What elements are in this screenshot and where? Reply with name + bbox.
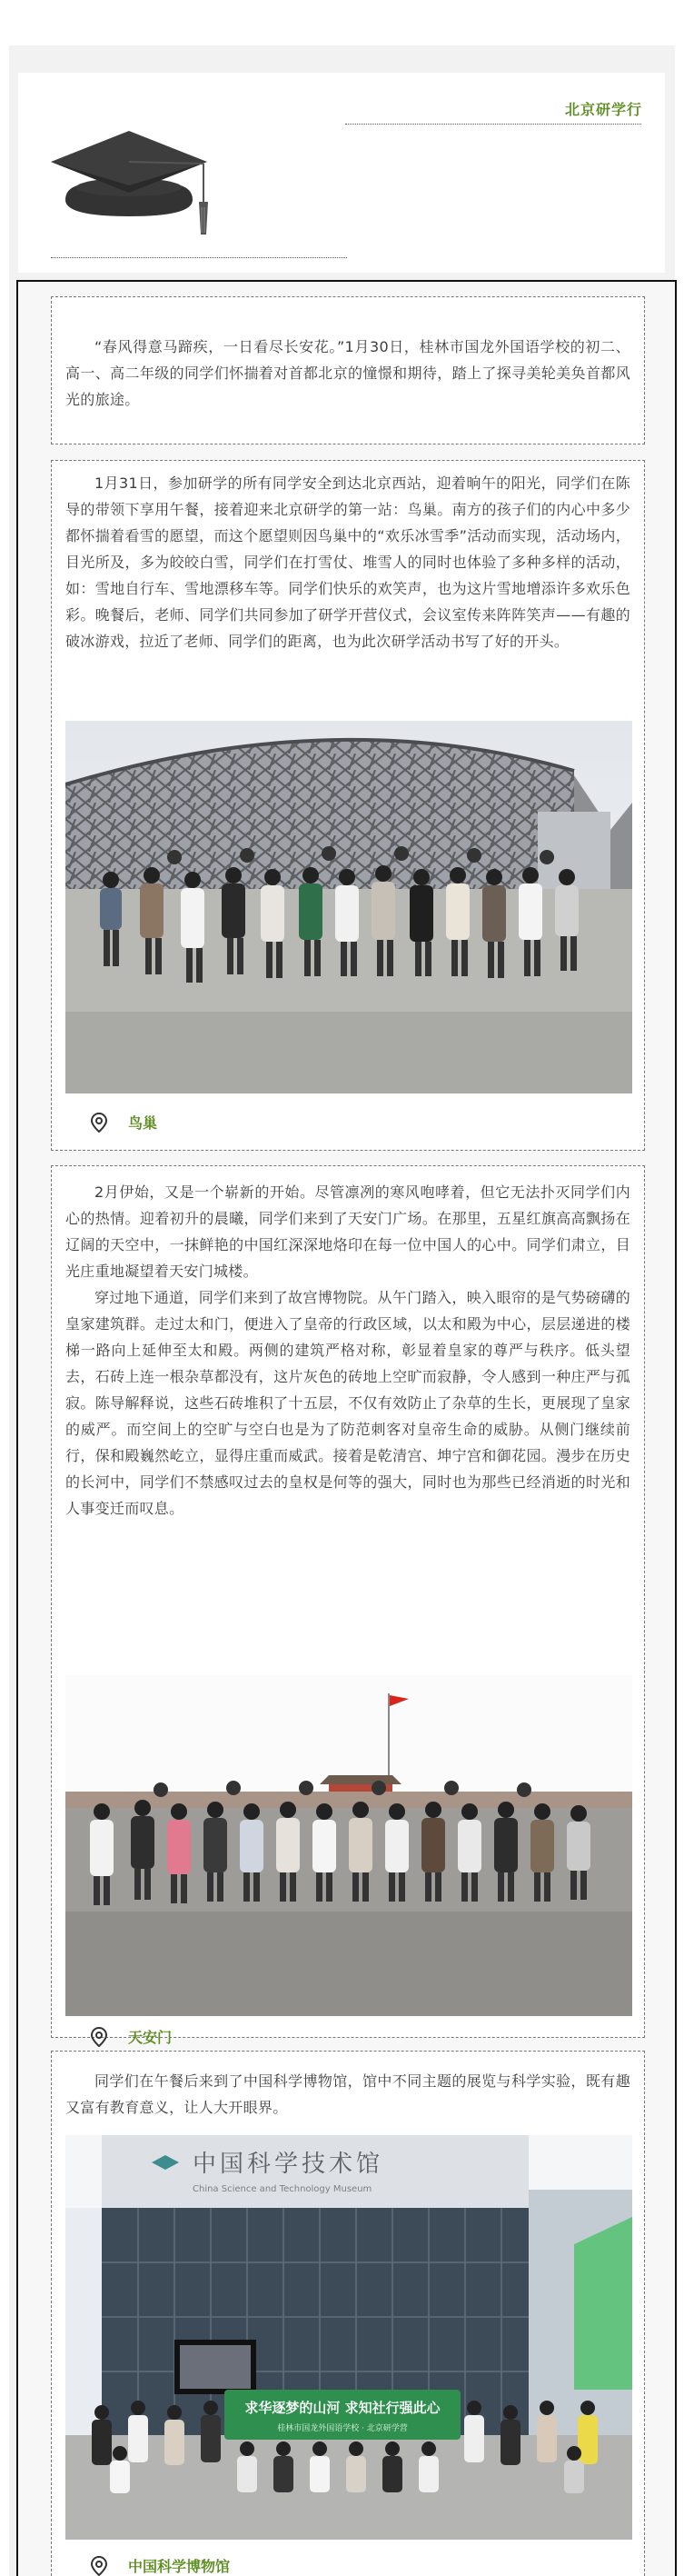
header-divider-bottom [51, 257, 347, 258]
header-tag: 北京研学行 [564, 101, 642, 118]
birds-nest-photo [65, 721, 632, 1093]
section-science-museum [51, 2051, 645, 2576]
science-museum-caption [90, 2555, 230, 2576]
museum-sign-en: China Science and Technology Museum [193, 2184, 372, 2194]
section-intro [51, 296, 645, 444]
tiananmen-caption [90, 2026, 172, 2047]
science-museum-caption-text: 中国科学博物馆 [128, 2558, 231, 2575]
museum-sign: 中国科学技术馆 [193, 2151, 384, 2178]
location-pin-icon [90, 2027, 108, 2047]
science-museum-photo [65, 2135, 632, 2540]
header-divider-top [345, 124, 641, 125]
graduation-cap-icon [47, 109, 220, 236]
birds-nest-caption-text: 鸟巢 [128, 1114, 158, 1132]
location-pin-icon [90, 1113, 108, 1133]
tiananmen-caption-text: 天安门 [128, 2029, 173, 2046]
birds-nest-paragraph: 1月31日，参加研学的所有同学安全到达北京西站，迎着晌午的阳光，同学们在陈导的带领下享用午餐，接着迎来北京研学的第一站：鸟巢。南方的孩子们的内心中多少都怀揣着看雪的愿望，而这个愿望则因鸟巢中的“欢乐冰雪季”活动而实现，活动场内，目光所及，多为皎皎白雪，同学们在打雪仗、堆雪人的同时也体验了多种多样的活动，如：雪地自行车、雪地漂移车等。同学们快乐的欢笑声，也为这片雪地增添许多欢乐色彩。晚餐后，老师、同学们共同参加了研学开营仪式，会议室传来阵阵笑声——有趣的破冰游戏，拉近了老师、同学们的距离，也为此次研学活动书写了好的开头。 [65, 474, 630, 650]
location-pin-icon [90, 2556, 108, 2576]
section-tiananmen [51, 1165, 645, 2046]
tiananmen-photo [65, 1675, 632, 2016]
museum-banner-sub: 桂林市国龙外国语学校 · 北京研学营 [277, 2424, 408, 2433]
birds-nest-caption [90, 1112, 157, 1133]
section-birds-nest [51, 460, 645, 1151]
intro-paragraph: “春风得意马蹄疾，一日看尽长安花。”1月30日，桂林市国龙外国语学校的初二、高一、高二年级的同学们怀揣着对首都北京的憧憬和期待，踏上了探寻美轮美奂首都风光的旅途。 [65, 338, 630, 408]
tiananmen-paragraph-2: 穿过地下通道，同学们来到了故宫博物院。从午门踏入，映入眼帘的是气势磅礴的皇家建筑群。走过太和门，便进入了皇帝的行政区域，以太和殿为中心，层层递进的楼梯一路向上延伸至太和殿。两侧的建筑严格对称，彰显着皇家的尊严与秩序。低头望去，石砖上连一根杂草都没有，这片灰色的砖地上空旷而寂静，令人感到一种庄严与孤寂。陈导解释说，这些石砖堆积了十五层，不仅有效防止了杂草的生长，更展现了皇家的威严。而空间上的空旷与空白也是为了防范刺客对皇帝生命的威胁。从侧门继续前行，保和殿巍然屹立，显得庄重而威武。接着是乾清宫、坤宁宫和御花园。漫步在历史的长河中，同学们不禁感叹过去的皇权是何等的强大，同时也为那些已经消逝的时光和人事变迁而叹息。 [65, 1289, 630, 1517]
museum-banner: 求华逐梦的山河 求知社行强此心 [244, 2400, 441, 2416]
tiananmen-paragraph-1: 2月伊始，又是一个崭新的开始。尽管凛冽的寒风咆哮着，但它无法扑灭同学们内心的热情。迎着初升的晨曦，同学们来到了天安门广场。在那里，五星红旗高高飘扬在辽阔的天空中，一抹鲜艳的中国红深深地烙印在每一位中国人的心中。同学们肃立，目光庄重地凝望着天安门城楼。 [65, 1183, 630, 1280]
science-museum-paragraph: 同学们在午餐后来到了中国科学博物馆，馆中不同主题的展览与科学实验，既有趣又富有教育意义，让人大开眼界。 [65, 2072, 630, 2116]
